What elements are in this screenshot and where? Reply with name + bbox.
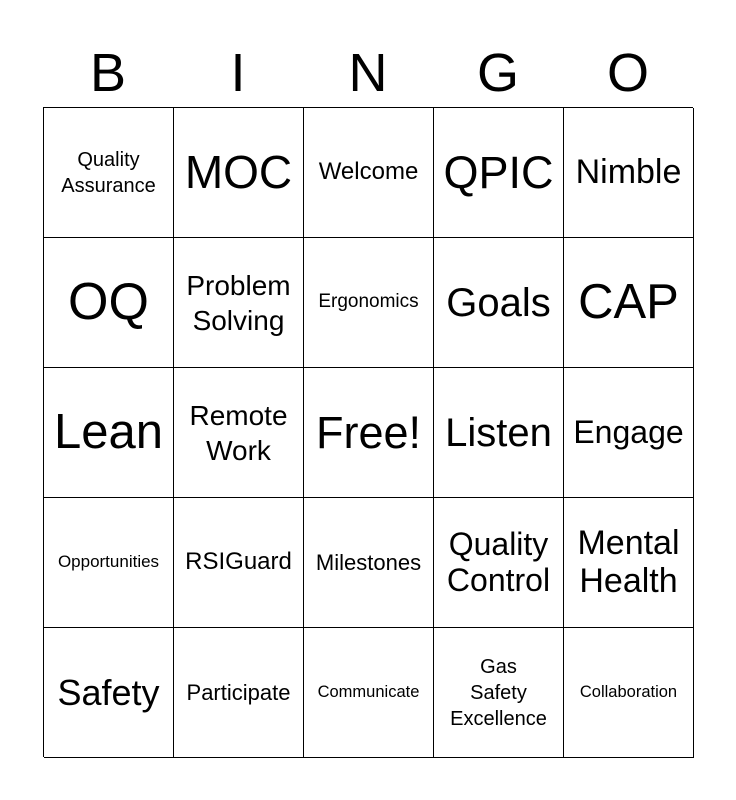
cell-label: Goals bbox=[446, 280, 551, 325]
bingo-cell[interactable] bbox=[44, 368, 174, 498]
cell-label: Remote Work bbox=[189, 399, 288, 466]
bingo-cell[interactable] bbox=[564, 368, 694, 498]
free-space-label: Free! bbox=[315, 406, 422, 458]
bingo-cell[interactable] bbox=[564, 108, 694, 238]
cell-label: Safety bbox=[57, 671, 160, 713]
bingo-cell[interactable] bbox=[44, 498, 174, 628]
header-letter-b: B bbox=[89, 43, 127, 103]
header-letter-o: O bbox=[606, 43, 649, 103]
header-letter-i: I bbox=[230, 43, 246, 103]
cell-label: Mental Health bbox=[577, 524, 680, 600]
bingo-cell[interactable] bbox=[174, 108, 304, 238]
bingo-cell[interactable] bbox=[434, 368, 564, 498]
cell-label: Gas Safety Excellence bbox=[450, 655, 547, 730]
bingo-cell[interactable] bbox=[564, 238, 694, 368]
bingo-cell[interactable] bbox=[304, 238, 434, 368]
bingo-cell[interactable] bbox=[174, 628, 304, 758]
bingo-header bbox=[43, 40, 693, 106]
bingo-cell[interactable] bbox=[44, 238, 174, 368]
bingo-cell[interactable] bbox=[434, 498, 564, 628]
cell-label: MOC bbox=[184, 146, 293, 199]
header-letter-g: G bbox=[476, 43, 519, 103]
bingo-cell[interactable] bbox=[304, 498, 434, 628]
cell-label: Lean bbox=[53, 404, 163, 459]
cell-label: Nimble bbox=[575, 152, 682, 191]
bingo-cell[interactable] bbox=[44, 108, 174, 238]
cell-label: RSIGuard bbox=[185, 548, 292, 576]
cell-label: Communicate bbox=[317, 682, 420, 701]
bingo-cell[interactable] bbox=[564, 628, 694, 758]
free-space-cell[interactable] bbox=[304, 368, 434, 498]
bingo-cell[interactable] bbox=[434, 238, 564, 368]
bingo-cell[interactable] bbox=[44, 628, 174, 758]
cell-label: OQ bbox=[68, 273, 149, 332]
cell-label: Engage bbox=[573, 413, 684, 450]
bingo-cell[interactable] bbox=[174, 498, 304, 628]
header-letter-n: N bbox=[348, 43, 388, 103]
cell-label: Collaboration bbox=[579, 682, 678, 701]
cell-label: Opportunities bbox=[57, 552, 160, 572]
cell-label: Ergonomics bbox=[318, 291, 419, 313]
bingo-cell[interactable] bbox=[434, 108, 564, 238]
bingo-cell[interactable] bbox=[304, 628, 434, 758]
cell-label: Quality Assurance bbox=[61, 148, 156, 197]
cell-label: Participate bbox=[186, 679, 291, 705]
bingo-cell[interactable] bbox=[434, 628, 564, 758]
cell-label: Milestones bbox=[315, 549, 422, 575]
cell-label: Problem Solving bbox=[186, 269, 291, 336]
cell-label: Listen bbox=[445, 410, 552, 455]
bingo-cell[interactable] bbox=[304, 108, 434, 238]
bingo-cell[interactable] bbox=[564, 498, 694, 628]
cell-label: Welcome bbox=[318, 158, 419, 186]
cell-label: Quality Control bbox=[446, 526, 551, 598]
cell-label: QPIC bbox=[443, 146, 554, 198]
bingo-cell[interactable] bbox=[174, 238, 304, 368]
bingo-cell[interactable] bbox=[174, 368, 304, 498]
cell-label: CAP bbox=[578, 274, 679, 329]
bingo-grid bbox=[43, 107, 693, 757]
